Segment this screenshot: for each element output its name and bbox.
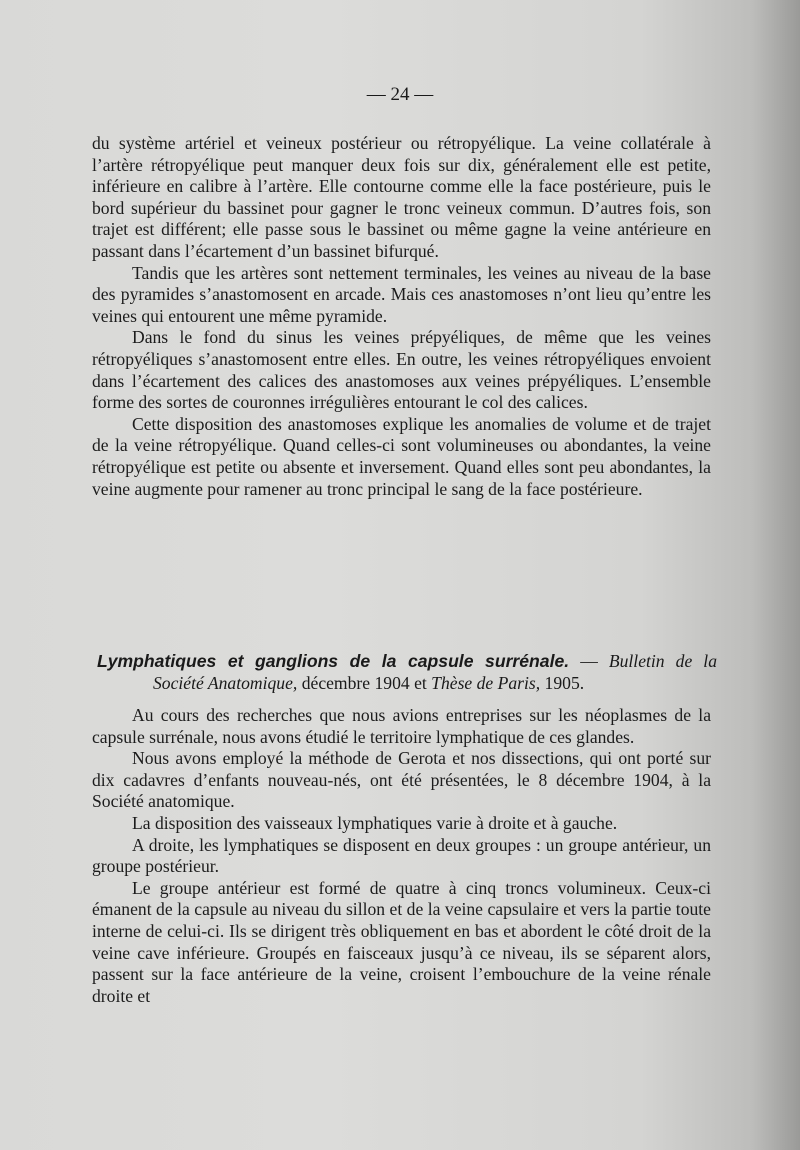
paragraph: du système artériel et veineux postérieur ou rétropyélique. La veine collatérale à l’artère rétropyélique peut manquer deux fois sur dix, généralement elle est petite, inférieure en calibre à l’artère. Elle contourne comme elle la face postérieure, puis le bord supérieur du bassinet pour gagner le tronc veineux commun. D’autres fois, son trajet est différent; elle passe sous le bassinet ou même gagne la veine antérieure en passant dans l’écartement d’un bassinet bifurqué.: [92, 133, 711, 261]
paragraph: A droite, les lymphatiques se disposent en deux groupes : un groupe antérieur, un groupe postérieur.: [92, 834, 711, 877]
section-body: [92, 133, 711, 500]
page-number: — 24 —: [366, 84, 434, 105]
section-heading: [97, 650, 717, 694]
heading-title: Lymphatiques et ganglions de la capsule surrénale.: [97, 651, 570, 671]
section-body: [92, 705, 711, 1007]
heading-journal: Bulletin de la: [608, 651, 717, 671]
heading-thesis: Thèse de Paris,: [431, 673, 541, 693]
paragraph: Tandis que les artères sont nettement terminales, les veines au niveau de la base des pyramides s’anastomosent en arcade. Mais ces anastomoses n’ont lieu qu’entre les veines qui entourent une même pyramide.: [92, 262, 711, 326]
paragraph: Dans le fond du sinus les veines prépyéliques, de même que les veines rétropyéliques s’anastomosent entre elles. En outre, les veines rétropyéliques envoient dans l’écartement des calices des anastomoses aux veines prépyéliques. L’ensemble forme des sortes de couronnes irrégulières entourant le col des calices.: [92, 327, 711, 413]
heading-dash: —: [569, 651, 609, 671]
paragraph: Cette disposition des anastomoses explique les anomalies de volume et de trajet de la veine rétropyélique. Quand celles-ci sont volumineuses ou abondantes, la veine rétropyélique est petite ou absente et inversement. Quand elles sont peu abondantes, la veine augmente pour ramener au tronc principal le sang de la face postérieure.: [92, 413, 711, 499]
paragraph: Nous avons employé la méthode de Gerota et nos dissections, qui ont porté sur dix cadavres d’enfants nouveau-nés, ont été présentées, le 8 décembre 1904, à la Société anatomique.: [92, 748, 711, 812]
paragraph: Au cours des recherches que nous avions entreprises sur les néoplasmes de la capsule surrénale, nous avons étudié le territoire lymphatique de ces glandes.: [92, 705, 711, 747]
heading-year: 1905.: [540, 673, 585, 693]
paragraph: La disposition des vaisseaux lymphatiques varie à droite et à gauche.: [132, 812, 618, 833]
heading-line: [97, 672, 717, 694]
heading-journal-cont: Société Anatomique,: [153, 673, 298, 693]
heading-date: décembre 1904 et: [297, 673, 432, 693]
heading-line: [97, 650, 717, 672]
paragraph: Le groupe antérieur est formé de quatre à cinq troncs volumineux. Ceux-ci émanent de la capsule au niveau du sillon et de la veine capsulaire et vers la partie toute interne de celui-ci. Ils se dirigent très obliquement en bas et abordent le côté droit de la veine cave inférieure. Groupés en faisceaux jusqu’à ce niveau, ils se séparent alors, passent sur la face antérieure de la veine, croisent l’embouchure de la veine rénale droite et: [92, 877, 711, 1006]
